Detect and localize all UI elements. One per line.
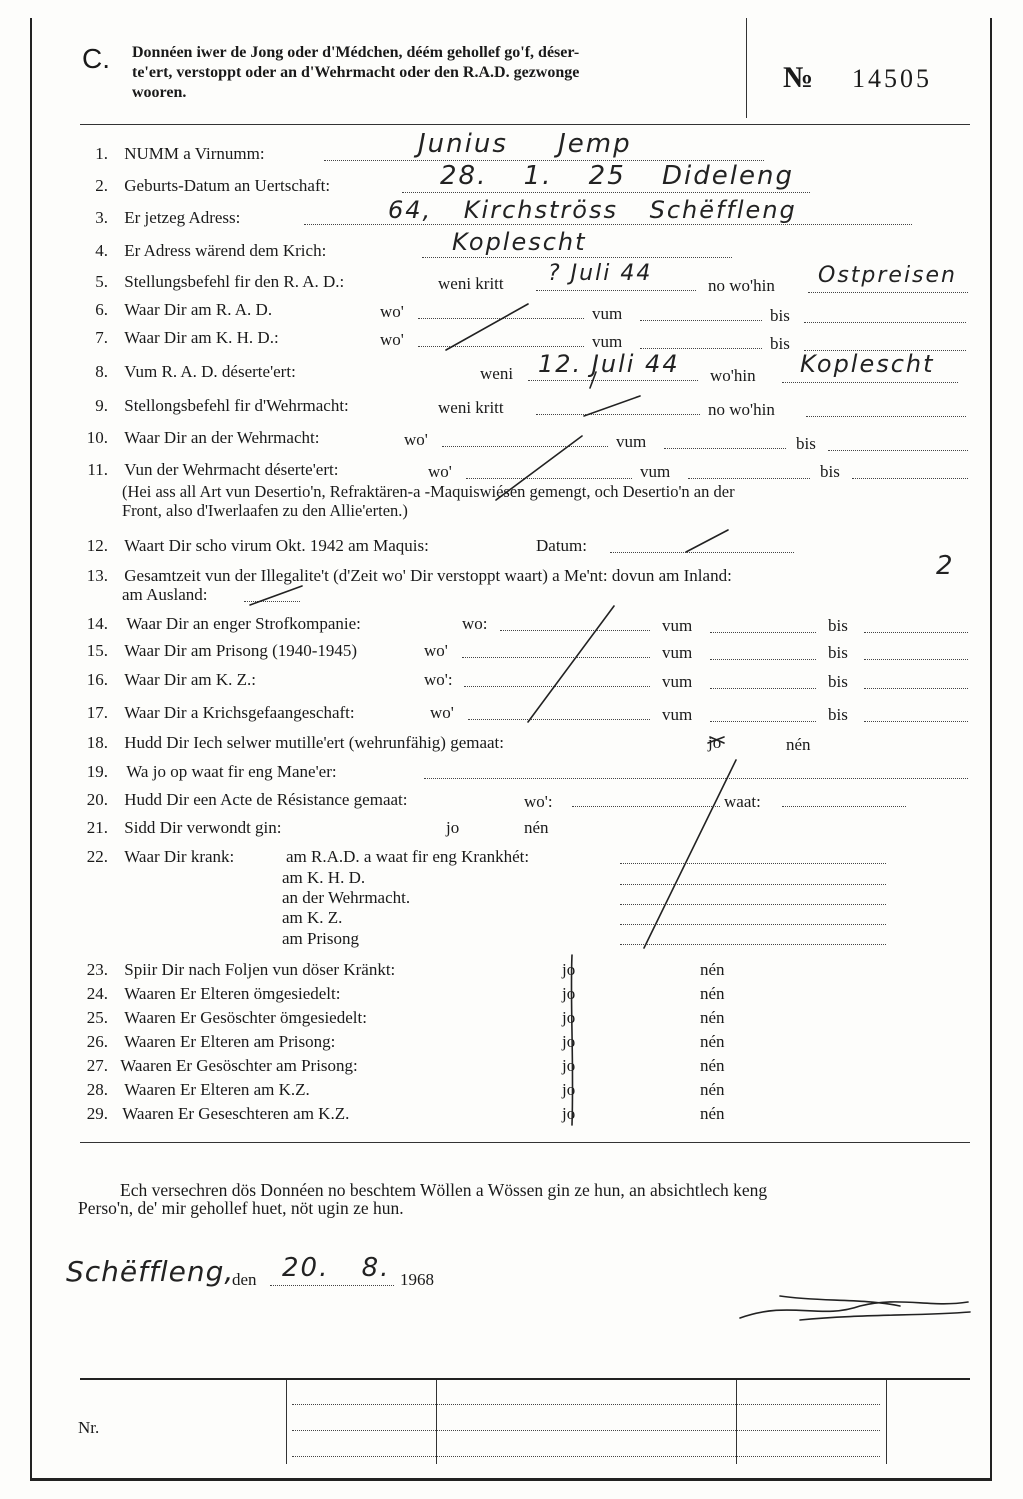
row-label: Waar Dir a Krichsgefaangeschaft: bbox=[124, 703, 355, 722]
row-number: 27. bbox=[86, 1056, 108, 1075]
birth-value: 28. 1. 25 Dideleng bbox=[440, 161, 794, 191]
row-number: 6. bbox=[95, 300, 108, 319]
header-line-3: wooren. bbox=[132, 84, 187, 101]
row-number: 25. bbox=[86, 1008, 108, 1027]
wo-label: wo': bbox=[424, 670, 453, 689]
illness-kz: am K. Z. bbox=[282, 908, 343, 927]
signature-place: Schëffleng, bbox=[66, 1255, 235, 1288]
row-number: 19. bbox=[86, 762, 108, 781]
row-number: 14. bbox=[86, 614, 108, 633]
row-number: 9. bbox=[95, 396, 108, 415]
bis-label: bis bbox=[828, 643, 848, 662]
row-label: Hudd Dir een Acte de Résistance gemaat: bbox=[124, 790, 408, 809]
row-label: Waart Dir scho virum Okt. 1942 am Maquis: bbox=[124, 536, 429, 555]
row-label: Sidd Dir verwondt gin: bbox=[124, 818, 282, 837]
footer-nr-label: Nr. bbox=[78, 1418, 100, 1437]
row-number: 16. bbox=[86, 670, 108, 689]
bis-label: bis bbox=[828, 705, 848, 724]
no-option[interactable]: nén bbox=[700, 1080, 725, 1099]
address-value: 64, Kirchströss Schëffleng bbox=[388, 196, 797, 224]
row-number: 10. bbox=[86, 428, 108, 447]
no-option[interactable]: nén bbox=[700, 1104, 725, 1123]
circle-jo-23-29 bbox=[571, 955, 572, 1125]
rad-order-when-value: ? Juli 44 bbox=[548, 261, 653, 286]
rad-order-where-label: no wo'hin bbox=[708, 276, 775, 295]
desertion-note-2: Front, also d'Iwerlaafen zu den Allie'erten.) bbox=[122, 501, 408, 520]
desert-when-label: weni bbox=[480, 364, 514, 383]
row-number: 17. bbox=[86, 703, 108, 722]
datum-label: Datum: bbox=[536, 536, 587, 555]
vum-label: vum bbox=[592, 304, 623, 323]
row-number: 24. bbox=[86, 984, 108, 1003]
yes-option[interactable]: jo bbox=[446, 818, 460, 837]
desertion-note-1: (Hei ass all Art vun Desertio'n, Refraktären-a -Maquiswiésen gemengt, och Desertio'n an der bbox=[122, 482, 735, 501]
row-label: Waaren Er Gesöschter am Prisong: bbox=[120, 1056, 358, 1075]
strike-10-11 bbox=[496, 436, 582, 500]
number-sign: № bbox=[783, 61, 814, 94]
wo-label: wo': bbox=[524, 792, 553, 811]
no-option[interactable]: nén bbox=[700, 960, 725, 979]
row-number: 5. bbox=[95, 272, 108, 291]
row-number: 18. bbox=[86, 733, 108, 752]
row-number: 29. bbox=[86, 1104, 108, 1123]
row-label: Waaren Er Elteren am Prisong: bbox=[124, 1032, 336, 1051]
section-letter: C. bbox=[82, 43, 110, 74]
strike-6-7 bbox=[446, 304, 528, 350]
row-number: 11. bbox=[87, 460, 108, 479]
row-number: 23. bbox=[86, 960, 108, 979]
signature-date: 20. 8. bbox=[282, 1253, 391, 1283]
vum-label: vum bbox=[662, 616, 693, 635]
row-number: 4. bbox=[95, 241, 108, 260]
inland-months-value: 2 bbox=[936, 551, 955, 581]
row-number: 22. bbox=[86, 847, 108, 866]
declaration-line-2: Perso'n, de' mir gehollef huet, nöt ugin ze hun. bbox=[78, 1198, 404, 1218]
bis-label: bis bbox=[820, 462, 840, 481]
vum-label: vum bbox=[662, 705, 693, 724]
row-label: Waar Dir am K. Z.: bbox=[124, 670, 256, 689]
desert-where-label: wo'hin bbox=[710, 366, 756, 385]
row-label: Wa jo op waat fir eng Mane'er: bbox=[126, 762, 337, 781]
wo-label: wo' bbox=[380, 302, 404, 321]
wo-label: wo' bbox=[404, 430, 428, 449]
row-number: 21. bbox=[86, 818, 108, 837]
strike-9 bbox=[584, 396, 640, 416]
wo-label: wo' bbox=[424, 641, 448, 660]
row-label: Stellongsbefehl fir d'Wehrmacht: bbox=[124, 396, 349, 415]
form-number: 14505 bbox=[852, 64, 932, 93]
yes-option[interactable]: jo bbox=[562, 960, 576, 979]
row-number: 15. bbox=[86, 641, 108, 660]
row-number: 28. bbox=[86, 1080, 108, 1099]
bis-label: bis bbox=[770, 306, 790, 325]
row-label: Waaren Er Geseschteren am K.Z. bbox=[122, 1104, 350, 1123]
strike-8-mark bbox=[590, 372, 596, 388]
row-label: Hudd Dir Iech selwer mutille'ert (wehrunfähig) gemaat: bbox=[124, 733, 505, 752]
row-number: 26. bbox=[86, 1032, 108, 1051]
no-option[interactable]: nén bbox=[786, 735, 811, 754]
row-number: 20. bbox=[86, 790, 108, 809]
yes-option[interactable]: jo bbox=[562, 1104, 576, 1123]
vum-label: vum bbox=[640, 462, 671, 481]
strike-18-jo bbox=[708, 737, 724, 743]
row-number: 3. bbox=[95, 208, 108, 227]
yes-option[interactable]: jo bbox=[562, 1008, 576, 1027]
row-label: NUMM a Virnumm: bbox=[124, 144, 265, 163]
strike-19-22 bbox=[644, 760, 736, 948]
row-label: Waar Dir an enger Strofkompanie: bbox=[126, 614, 361, 633]
row-label: Er jetzeg Adress: bbox=[124, 208, 241, 227]
desert-where-value: Koplescht bbox=[800, 350, 935, 378]
signature-year: 1968 bbox=[400, 1270, 434, 1289]
illness-prison: am Prisong bbox=[282, 929, 359, 948]
strike-12 bbox=[686, 530, 728, 552]
header-line-2: te'ert, verstoppt oder an d'Wehrmacht oder den R.A.D. gezwonge bbox=[132, 64, 580, 81]
no-option[interactable]: nén bbox=[700, 1008, 725, 1027]
row-label: Waaren Er Elteren am K.Z. bbox=[124, 1080, 310, 1099]
no-option[interactable]: nén bbox=[700, 984, 725, 1003]
row-label: Waar Dir an der Wehrmacht: bbox=[124, 428, 320, 447]
no-option[interactable]: nén bbox=[700, 1056, 725, 1075]
strike-13 bbox=[250, 586, 302, 605]
vum-label: vum bbox=[616, 432, 647, 451]
row-label: Gesamtzeit vun der Illegalite't (d'Zeit wo' Dir verstoppt waart) a Me'nt: dovun am Inland: bbox=[124, 566, 732, 585]
yes-option[interactable]: jo bbox=[562, 1032, 576, 1051]
vum-label: vum bbox=[592, 332, 623, 351]
row-label: Waaren Er Gesöschter ömgesiedelt: bbox=[124, 1008, 367, 1027]
wo-label: wo' bbox=[428, 462, 452, 481]
no-option[interactable]: nén bbox=[700, 1032, 725, 1051]
ausland-label: am Ausland: bbox=[122, 585, 208, 604]
desert-when-value: 12. Juli 44 bbox=[538, 350, 680, 378]
illness-rad: am R.A.D. a waat fir eng Krankhét: bbox=[286, 847, 530, 866]
row-label: Spiir Dir nach Foljen vun döser Kränkt: bbox=[124, 960, 396, 979]
waat-label: waat: bbox=[724, 792, 761, 811]
signature-scribble bbox=[740, 1296, 970, 1320]
row-label: Waar Dir krank: bbox=[124, 847, 235, 866]
row-label: Vum R. A. D. déserte'ert: bbox=[124, 362, 296, 381]
row-number: 12. bbox=[86, 536, 108, 555]
bis-label: bis bbox=[828, 616, 848, 635]
declaration-line-1: Ech versechren dös Donnéen no beschtem Wöllen a Wössen gin ze hun, an absichtlech keng bbox=[120, 1180, 768, 1200]
illness-khd: am K. H. D. bbox=[282, 868, 366, 887]
row-number: 1. bbox=[95, 144, 108, 163]
yes-option[interactable]: jo bbox=[562, 984, 576, 1003]
header-line-1: Donnéen iwer de Jong oder d'Médchen, déém gehollef go'f, déser- bbox=[132, 44, 580, 61]
bis-label: bis bbox=[770, 334, 790, 353]
row-label: Waar Dir am R. A. D. bbox=[124, 300, 273, 319]
no-option[interactable]: nén bbox=[524, 818, 549, 837]
strike-14-17 bbox=[528, 606, 614, 722]
wo-label: wo: bbox=[462, 614, 488, 633]
row-label: Geburts-Datum an Uertschaft: bbox=[124, 176, 331, 195]
bis-label: bis bbox=[828, 672, 848, 691]
row-number: 13. bbox=[86, 566, 108, 585]
row-label: Stellungsbefehl fir den R. A. D.: bbox=[124, 272, 345, 291]
signature-den-label: den bbox=[232, 1270, 257, 1289]
yes-option[interactable]: jo bbox=[708, 733, 722, 752]
rad-order-when-label: weni kritt bbox=[438, 274, 504, 293]
wehrmacht-order-where-label: no wo'hin bbox=[708, 400, 775, 419]
vum-label: vum bbox=[662, 643, 693, 662]
rad-order-where-value: Ostpreisen bbox=[818, 263, 958, 288]
yes-option[interactable]: jo bbox=[562, 1080, 576, 1099]
row-number: 8. bbox=[95, 362, 108, 381]
row-number: 2. bbox=[95, 176, 108, 195]
bis-label: bis bbox=[796, 434, 816, 453]
name-value: Junius Jemp bbox=[418, 129, 632, 159]
wo-label: wo' bbox=[380, 330, 404, 349]
yes-option[interactable]: jo bbox=[562, 1056, 576, 1075]
row-label: Waar Dir am K. H. D.: bbox=[124, 328, 279, 347]
row-label: Vun der Wehrmacht déserte'ert: bbox=[124, 460, 339, 479]
row-label: Waaren Er Elteren ömgesiedelt: bbox=[124, 984, 341, 1003]
row-label: Waar Dir am Prisong (1940-1945) bbox=[124, 641, 358, 660]
vum-label: vum bbox=[662, 672, 693, 691]
wo-label: wo' bbox=[430, 703, 454, 722]
wehrmacht-order-when-label: weni kritt bbox=[438, 398, 504, 417]
row-number: 7. bbox=[95, 328, 108, 347]
illness-wehrmacht: an der Wehrmacht. bbox=[282, 888, 411, 907]
wartime-address-value: Koplescht bbox=[452, 228, 587, 256]
row-label: Er Adress wärend dem Krich: bbox=[124, 241, 327, 260]
